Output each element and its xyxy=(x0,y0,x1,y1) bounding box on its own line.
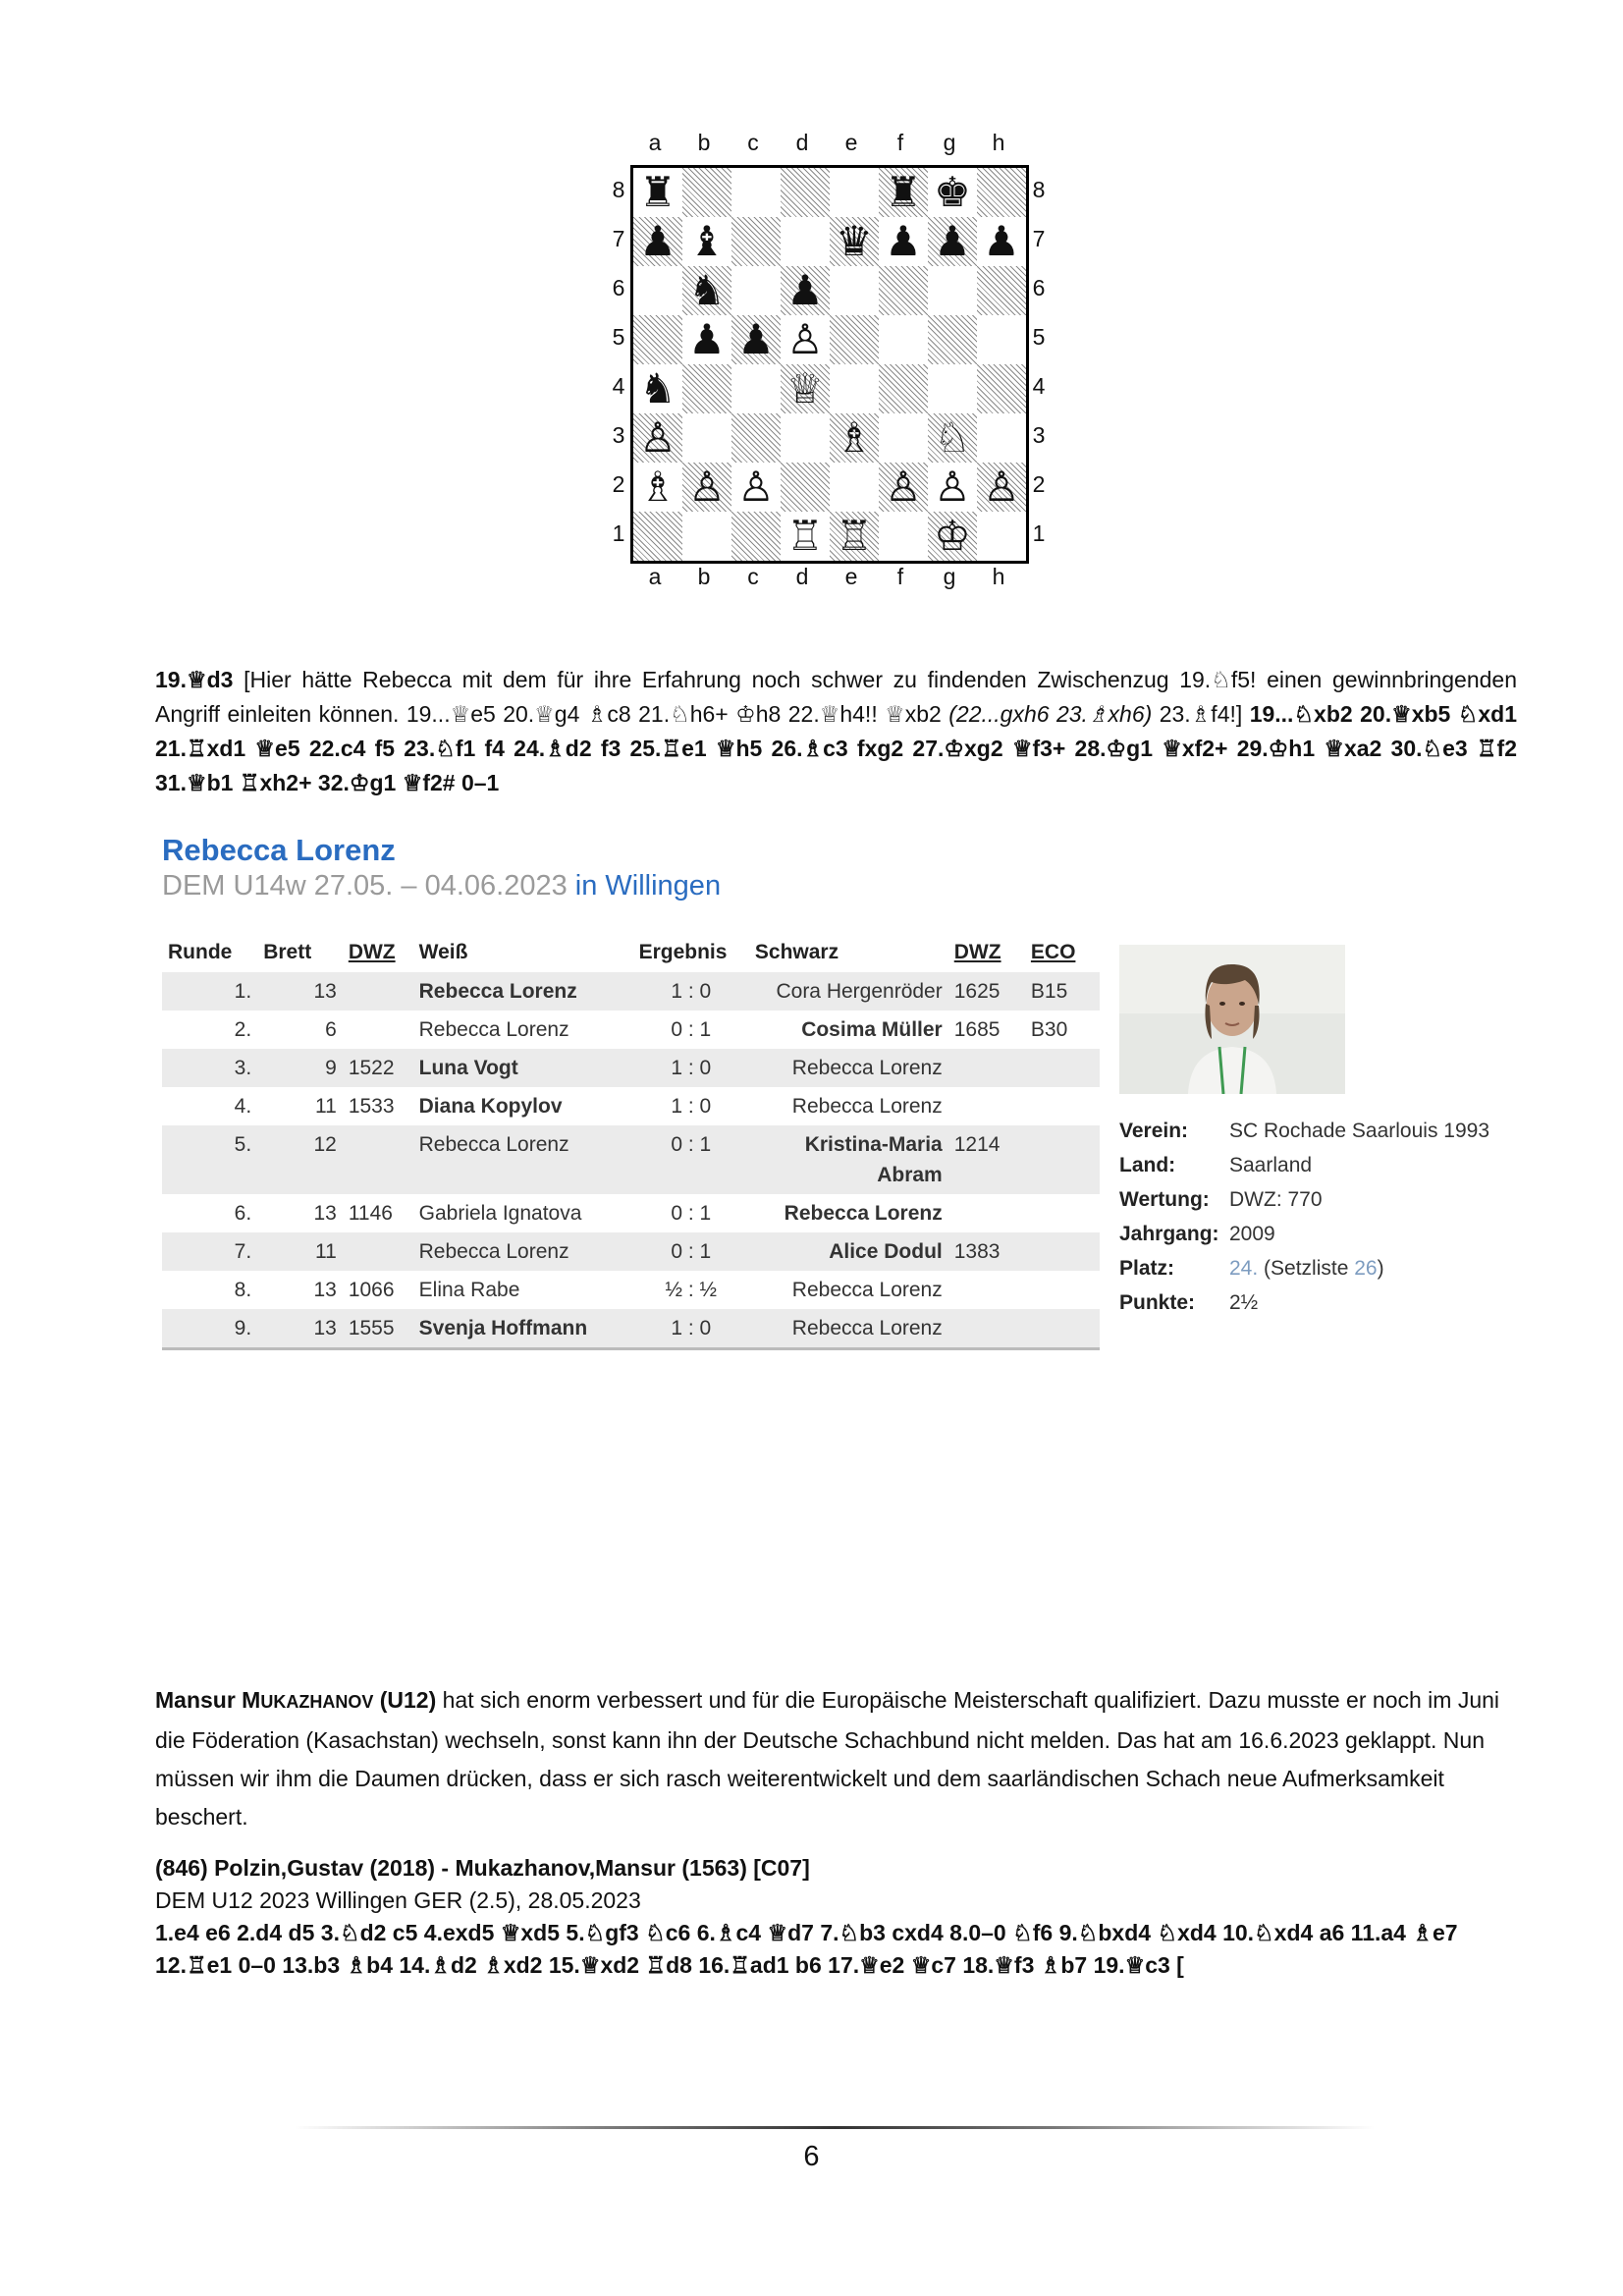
square-e5 xyxy=(830,315,879,364)
cell-brett: 13 xyxy=(313,1202,337,1225)
cell-schwarz[interactable]: Cora Hergenröder xyxy=(749,972,948,1011)
rank-label: 1 xyxy=(612,520,625,546)
file-label: a xyxy=(648,130,662,155)
rank-label: 5 xyxy=(612,324,625,350)
col-brett: Brett xyxy=(263,941,312,963)
games-table-header xyxy=(162,933,1100,972)
table-row xyxy=(162,1194,1100,1232)
square-a8 xyxy=(633,168,682,217)
cell-weiss: Rebecca Lorenz xyxy=(413,972,633,1011)
info-wertung-value: DWZ: 770 xyxy=(1229,1188,1323,1211)
table-row xyxy=(162,1232,1100,1271)
square-b2 xyxy=(682,463,731,512)
cell-weiss[interactable]: Elina Rabe xyxy=(418,1279,520,1301)
cell-brett: 13 xyxy=(257,1309,343,1349)
square-a1 xyxy=(633,512,682,561)
col-weiss: Weiß xyxy=(418,941,468,963)
mansur-name-first: Mansur M xyxy=(155,1687,261,1713)
square-c1 xyxy=(731,512,781,561)
cell-schwarz: Rebecca Lorenz xyxy=(784,1202,943,1225)
square-e7 xyxy=(830,217,879,266)
square-c3 xyxy=(731,413,781,463)
game-event: DEM U12 2023 Willingen GER (2.5), 28.05.2023 xyxy=(155,1887,641,1913)
game-block xyxy=(155,1852,1517,1982)
cell-schwarz: Rebecca Lorenz xyxy=(749,1309,948,1349)
cell-eco xyxy=(1025,1194,1100,1232)
cell-eco xyxy=(1025,1309,1100,1349)
square-f7 xyxy=(879,217,928,266)
info-platz-label: Platz: xyxy=(1119,1257,1175,1280)
square-b6 xyxy=(682,266,731,315)
mansur-name-age: (U12) xyxy=(373,1687,437,1713)
rank-label: 7 xyxy=(612,226,625,251)
info-land xyxy=(1119,1154,1489,1188)
cell-schwarz: Rebecca Lorenz xyxy=(749,1049,948,1087)
rank-label: 2 xyxy=(1032,471,1046,497)
cell-dwz_w: 1146 xyxy=(348,1202,393,1225)
file-label: h xyxy=(992,130,1005,155)
rank-label: 8 xyxy=(1032,177,1046,202)
chess-piece-icon: ♙ xyxy=(737,463,775,511)
chess-piece-icon: ♙ xyxy=(885,463,922,511)
player-name: Rebecca Lorenz xyxy=(162,833,396,867)
square-a4 xyxy=(633,364,682,413)
chess-piece-icon: ♟ xyxy=(885,217,922,265)
cell-dwz_w: 1555 xyxy=(343,1309,413,1349)
info-jahrgang xyxy=(1119,1223,1489,1257)
square-g8 xyxy=(928,168,977,217)
chess-piece-icon: ♗ xyxy=(836,413,873,462)
cell-weiss: Rebecca Lorenz xyxy=(413,1125,633,1194)
mansur-name-smallcaps: UKAZHANOV xyxy=(260,1692,374,1712)
info-platz xyxy=(1119,1257,1489,1291)
cell-dwz_s: 1214 xyxy=(948,1125,1025,1194)
cell-runde[interactable]: 3. xyxy=(162,1049,257,1087)
cell-eco xyxy=(1025,1049,1100,1087)
cell-schwarz: Rebecca Lorenz xyxy=(791,1279,943,1301)
square-c5 xyxy=(731,315,781,364)
square-h3 xyxy=(977,413,1026,463)
annotation-subvariation: (22...gxh6 23.♗xh6) xyxy=(948,701,1153,727)
file-label: a xyxy=(648,564,662,589)
chess-piece-icon: ♟ xyxy=(786,266,824,314)
cell-runde[interactable]: 2. xyxy=(234,1018,252,1041)
rank-label: 4 xyxy=(612,373,625,399)
info-land-label: Land: xyxy=(1119,1154,1176,1176)
games-table xyxy=(162,933,1100,1350)
cell-brett: 9 xyxy=(257,1049,343,1087)
chess-piece-icon: ♞ xyxy=(639,364,676,412)
chess-piece-icon: ♟ xyxy=(688,315,726,363)
file-label: h xyxy=(992,564,1005,589)
cell-brett: 11 xyxy=(257,1232,343,1271)
cell-brett: 13 xyxy=(313,1279,337,1301)
square-g5 xyxy=(928,315,977,364)
cell-runde[interactable]: 7. xyxy=(162,1232,257,1271)
square-h1 xyxy=(977,512,1026,561)
square-h7 xyxy=(977,217,1026,266)
chess-piece-icon: ♜ xyxy=(885,168,922,216)
col-ergebnis: Ergebnis xyxy=(638,941,728,963)
cell-weiss[interactable]: Luna Vogt xyxy=(413,1049,633,1087)
square-b4 xyxy=(682,364,731,413)
cell-runde[interactable]: 5. xyxy=(162,1125,257,1194)
cell-dwz_w: 1066 xyxy=(348,1279,395,1301)
square-h6 xyxy=(977,266,1026,315)
chess-piece-icon: ♙ xyxy=(639,413,676,462)
info-platz-rank-link[interactable]: 24. xyxy=(1229,1257,1259,1280)
table-row xyxy=(162,1309,1100,1349)
square-b7 xyxy=(682,217,731,266)
file-label: b xyxy=(697,564,711,589)
square-e2 xyxy=(830,463,879,512)
cell-eco: B15 xyxy=(1025,972,1100,1011)
square-e4 xyxy=(830,364,879,413)
rank-label: 1 xyxy=(1032,520,1046,546)
square-d7 xyxy=(781,217,830,266)
cell-dwz_s xyxy=(948,1049,1025,1087)
chess-piece-icon: ♟ xyxy=(737,315,775,363)
chess-piece-icon: ♙ xyxy=(934,463,971,511)
square-f3 xyxy=(879,413,928,463)
cell-dwz_w xyxy=(343,1011,413,1049)
cell-dwz_s xyxy=(948,1309,1025,1349)
square-a3 xyxy=(633,413,682,463)
cell-schwarz[interactable]: Kristina-Maria Abram xyxy=(749,1125,948,1194)
game-moves: 1.e4 e6 2.d4 d5 3.♘d2 c5 4.exd5 ♕xd5 5.♘gf3 ♘c6 6.♗c4 ♕d7 7.♘b3 cxd4 8.0–0 ♘f6 9.♘bxd4 ♘xd4 10.♘xd4 a6 11.a4 ♗e7 12.♖e1 0–0 13.b3 ♗b4 14.♗d2 ♗xd2 15.♕xd2 ♖d8 16.♖ad1 b6 17.♕e2 ♕c7 18.♕f3 ♗b7 19.♕c3 [ xyxy=(155,1920,1458,1978)
square-f6 xyxy=(879,266,928,315)
annotation-mainline: 19...♘xb2 20.♕xb5 ♘xd1 21.♖xd1 ♕e5 22.c4 f5 23.♘f1 f4 24.♗d2 f3 25.♖e1 ♕h5 26.♗c3 fxg2 27.♔xg2 ♕f3+ 28.♔g1 ♕xf2+ 29.♔h1 ♕xa2 30.♘e3 ♖f2 31.♕b1 ♖xh2+ 32.♔g1 ♕f2# 0–1 xyxy=(155,701,1517,795)
cell-dwz_w: 1522 xyxy=(343,1049,413,1087)
square-a5 xyxy=(633,315,682,364)
cell-dwz_s: 1383 xyxy=(948,1232,1025,1271)
square-c6 xyxy=(731,266,781,315)
square-d8 xyxy=(781,168,830,217)
table-row xyxy=(162,1049,1100,1087)
square-d4 xyxy=(781,364,830,413)
chess-piece-icon: ♘ xyxy=(934,413,971,462)
chess-diagram xyxy=(609,128,1051,599)
square-f1 xyxy=(879,512,928,561)
game-header: (846) Polzin,Gustav (2018) - Mukazhanov,Mansur (1563) [C07] xyxy=(155,1855,810,1881)
annotation-move: 19.♕d3 xyxy=(155,667,234,692)
cell-eco xyxy=(1025,1232,1100,1271)
cell-dwz_s xyxy=(948,1271,1025,1309)
cell-erg[interactable]: 0 : 1 xyxy=(671,1202,712,1225)
square-g1 xyxy=(928,512,977,561)
cell-weiss: Rebecca Lorenz xyxy=(418,1018,569,1041)
cell-runde[interactable]: 1. xyxy=(162,972,257,1011)
info-verein-label: Verein: xyxy=(1119,1120,1189,1142)
rank-labels-right xyxy=(1029,165,1049,558)
annotation-variation: [Hier hätte Rebecca mit dem für ihre Erfahrung noch schwer zu findenden Zwischenzug 19.♘f5! einen gewinnbringenden Angriff einleiten können. 19...♕e5 20.♕g4 ♗c8 21.♘h6+ ♔h8 22.♕h4!! ♕xb2 xyxy=(155,667,1517,727)
square-b5 xyxy=(682,315,731,364)
square-e8 xyxy=(830,168,879,217)
square-c2 xyxy=(731,463,781,512)
info-jahrgang-label: Jahrgang: xyxy=(1119,1223,1219,1245)
rank-label: 7 xyxy=(1032,226,1046,251)
square-b1 xyxy=(682,512,731,561)
rank-label: 3 xyxy=(1032,422,1046,448)
chess-piece-icon: ♕ xyxy=(786,364,824,412)
cell-brett: 13 xyxy=(257,972,343,1011)
cell-dwz_w xyxy=(343,1232,413,1271)
square-a7 xyxy=(633,217,682,266)
cell-erg[interactable]: 1 : 0 xyxy=(671,1095,712,1118)
chess-piece-icon: ♖ xyxy=(786,512,824,560)
file-label: g xyxy=(943,564,956,589)
cell-dwz_s xyxy=(948,1194,1025,1232)
square-c7 xyxy=(731,217,781,266)
square-g6 xyxy=(928,266,977,315)
cell-erg[interactable]: 1 : 0 xyxy=(633,1309,749,1349)
cell-weiss: Rebecca Lorenz xyxy=(413,1232,633,1271)
info-platz-pre: (Setzliste xyxy=(1258,1257,1355,1280)
player-info xyxy=(1119,1120,1489,1326)
chess-piece-icon: ♙ xyxy=(983,463,1020,511)
chess-piece-icon: ♖ xyxy=(836,512,873,560)
square-g3 xyxy=(928,413,977,463)
chess-piece-icon: ♚ xyxy=(934,168,971,216)
table-row xyxy=(162,1271,1100,1309)
info-platz-seed-link[interactable]: 26 xyxy=(1354,1257,1378,1280)
file-label: d xyxy=(795,130,809,155)
square-h2 xyxy=(977,463,1026,512)
cell-brett: 6 xyxy=(325,1018,337,1041)
cell-dwz_s xyxy=(948,1087,1025,1125)
col-runde: Runde xyxy=(168,941,233,963)
event-location: in Willingen xyxy=(574,870,722,902)
col-dwz-white: DWZ xyxy=(348,941,396,963)
player-photo xyxy=(1119,945,1345,1094)
rank-label: 6 xyxy=(1032,275,1046,301)
cell-schwarz: Rebecca Lorenz xyxy=(791,1095,943,1118)
cell-schwarz[interactable]: Cosima Müller xyxy=(801,1018,943,1041)
file-labels-top xyxy=(630,128,1023,157)
square-h8 xyxy=(977,168,1026,217)
square-d6 xyxy=(781,266,830,315)
cell-erg[interactable]: 1 : 0 xyxy=(633,972,749,1011)
chess-piece-icon: ♔ xyxy=(934,512,971,560)
file-label: f xyxy=(896,130,904,155)
info-jahrgang-value: 2009 xyxy=(1229,1223,1275,1245)
square-h5 xyxy=(977,315,1026,364)
rank-label: 4 xyxy=(1032,373,1046,399)
info-wertung xyxy=(1119,1188,1489,1223)
mansur-text: hat sich enorm verbessert und für die Europäische Meisterschaft qualifiziert. Dazu musste er noch im Juni die Föderation (Kasachstan) wechseln, sonst kann ihn der Deutsche Schachbund nicht melden. Das hat am 16.6.2023 geklappt. Nun müssen wir ihm die Daumen drücken, dass er sich rasch weiterentwickelt und dem saarländischen Schach neue Aufmerksamkeit beschert. xyxy=(155,1687,1500,1830)
cell-dwz_w xyxy=(343,1125,413,1194)
mansur-paragraph xyxy=(155,1681,1517,1836)
square-g4 xyxy=(928,364,977,413)
chessboard xyxy=(630,165,1029,564)
info-platz-value xyxy=(1229,1257,1384,1291)
info-platz-post: ) xyxy=(1377,1257,1384,1280)
square-e3 xyxy=(830,413,879,463)
col-eco: ECO xyxy=(1030,941,1076,963)
cell-runde[interactable]: 8. xyxy=(234,1279,252,1301)
square-d3 xyxy=(781,413,830,463)
cell-dwz_w: 1533 xyxy=(348,1095,395,1118)
rank-label: 6 xyxy=(612,275,625,301)
chess-piece-icon: ♙ xyxy=(786,315,824,363)
cell-erg[interactable]: 0 : 1 xyxy=(633,1232,749,1271)
table-row xyxy=(162,972,1100,1011)
cell-eco xyxy=(1025,1271,1100,1309)
cell-erg[interactable]: 0 : 1 xyxy=(633,1125,749,1194)
page-number: 6 xyxy=(803,2141,820,2172)
cell-weiss[interactable]: Gabriela Ignatova xyxy=(418,1202,582,1225)
cell-eco xyxy=(1025,1125,1100,1194)
cell-brett: 11 xyxy=(315,1095,337,1118)
square-f8 xyxy=(879,168,928,217)
cell-erg[interactable]: 1 : 0 xyxy=(633,1049,749,1087)
cell-dwz_w xyxy=(343,972,413,1011)
cell-erg[interactable]: ½ : ½ xyxy=(665,1279,718,1301)
chess-piece-icon: ♜ xyxy=(639,168,676,216)
col-schwarz: Schwarz xyxy=(754,941,839,963)
square-c8 xyxy=(731,168,781,217)
cell-runde[interactable]: 6. xyxy=(234,1202,252,1225)
file-label: g xyxy=(943,130,956,155)
square-b8 xyxy=(682,168,731,217)
info-verein-link[interactable]: SC Rochade Saarlouis 1993 xyxy=(1229,1120,1490,1142)
event-line xyxy=(162,870,721,902)
square-e1 xyxy=(830,512,879,561)
table-row xyxy=(162,1011,1100,1049)
info-wertung-label: Wertung: xyxy=(1119,1188,1210,1211)
annotation-variation-end: 23.♗f4!] xyxy=(1152,701,1250,727)
info-verein xyxy=(1119,1120,1489,1154)
game-annotation xyxy=(155,663,1517,800)
square-f5 xyxy=(879,315,928,364)
table-row xyxy=(162,1087,1100,1125)
file-label: c xyxy=(747,564,759,589)
table-row xyxy=(162,1125,1100,1194)
file-label: e xyxy=(844,564,858,589)
cell-schwarz[interactable]: Alice Dodul xyxy=(749,1232,948,1271)
footer-divider xyxy=(295,2126,1375,2129)
square-b3 xyxy=(682,413,731,463)
file-label: f xyxy=(896,564,904,589)
square-a6 xyxy=(633,266,682,315)
cell-weiss[interactable]: Svenja Hoffmann xyxy=(413,1309,633,1349)
chess-piece-icon: ♟ xyxy=(639,217,676,265)
cell-weiss[interactable]: Diana Kopylov xyxy=(418,1095,563,1118)
square-e6 xyxy=(830,266,879,315)
square-c4 xyxy=(731,364,781,413)
square-g2 xyxy=(928,463,977,512)
square-h4 xyxy=(977,364,1026,413)
file-label: d xyxy=(795,564,809,589)
square-g7 xyxy=(928,217,977,266)
square-d1 xyxy=(781,512,830,561)
rank-label: 3 xyxy=(612,422,625,448)
chess-piece-icon: ♟ xyxy=(983,217,1020,265)
chess-piece-icon: ♙ xyxy=(688,463,726,511)
file-label: b xyxy=(697,130,711,155)
square-f4 xyxy=(879,364,928,413)
event-title: DEM U14w 27.05. – 04.06.2023 xyxy=(162,870,568,902)
info-punkte-value: 2½ xyxy=(1229,1291,1259,1314)
info-punkte xyxy=(1119,1291,1489,1326)
file-labels-bottom xyxy=(630,562,1023,591)
chess-piece-icon: ♞ xyxy=(688,266,726,314)
square-a2 xyxy=(633,463,682,512)
cell-eco xyxy=(1025,1087,1100,1125)
cell-erg[interactable]: 0 : 1 xyxy=(671,1018,712,1041)
mansur-name xyxy=(155,1687,436,1713)
rank-labels-left xyxy=(609,165,628,558)
rank-label: 5 xyxy=(1032,324,1046,350)
player-photo-image xyxy=(1119,945,1345,1094)
file-label: e xyxy=(844,130,858,155)
chess-piece-icon: ♗ xyxy=(639,463,676,511)
square-f2 xyxy=(879,463,928,512)
rank-label: 8 xyxy=(612,177,625,202)
cell-runde[interactable]: 4. xyxy=(234,1095,252,1118)
square-d2 xyxy=(781,463,830,512)
square-d5 xyxy=(781,315,830,364)
cell-brett: 12 xyxy=(257,1125,343,1194)
cell-dwz_s: 1625 xyxy=(948,972,1025,1011)
info-punkte-label: Punkte: xyxy=(1119,1291,1196,1314)
info-land-link[interactable]: Saarland xyxy=(1229,1154,1313,1176)
cell-runde[interactable]: 9. xyxy=(162,1309,257,1349)
chess-piece-icon: ♝ xyxy=(688,217,726,265)
cell-dwz_s: 1685 xyxy=(953,1018,1001,1041)
chess-piece-icon: ♟ xyxy=(934,217,971,265)
col-dwz-black: DWZ xyxy=(953,941,1001,963)
file-label: c xyxy=(747,130,759,155)
rank-label: 2 xyxy=(612,471,625,497)
chess-piece-icon: ♛ xyxy=(836,217,873,265)
cell-eco: B30 xyxy=(1030,1018,1068,1041)
